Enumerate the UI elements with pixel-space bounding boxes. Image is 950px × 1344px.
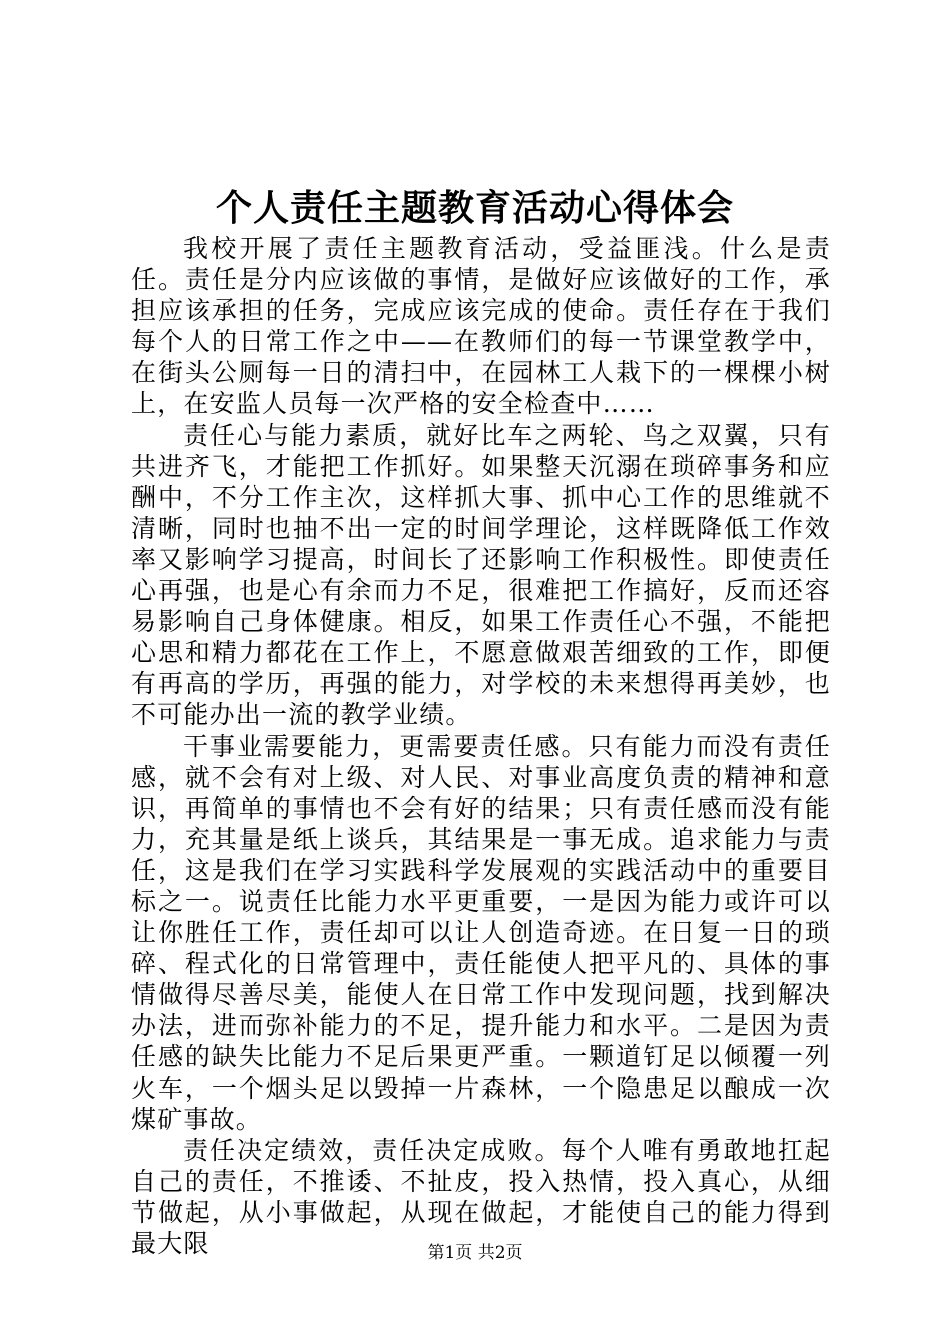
body-paragraph: 干事业需要能力，更需要责任感。只有能力而没有责任感，就不会有对上级、对人民、对事业高度负责的精神和意识，再简单的事情也不会有好的结果；只有责任感而没有能力，充其量是纸上谈兵，其结果是一事无成。追求能力与责任，这是我们在学习实践科学发展观的实践活动中的重要目标之一。说责任比能力水平更重要，一是因为能力或许可以让你胜任工作，责任却可以让人创造奇迹。在日复一日的琐碎、程式化的日常管理中，责任能使人把平凡的、具体的事情做得尽善尽美，能使人在日常工作中发现问题，找到解决办法，进而弥补能力的不足，提升能力和水平。二是因为责任感的缺失比能力不足后果更严重。一颗道钉足以倾覆一列火车，一个烟头足以毁掉一片森林，一个隐患足以酿成一次煤矿事故。 [131,731,831,1134]
document-body [131,233,831,1259]
document-title: 个人责任主题教育活动心得体会 [215,187,734,229]
body-paragraph: 责任心与能力素质，就好比车之两轮、鸟之双翼，只有共进齐飞，才能把工作抓好。如果整天沉溺在琐碎事务和应酬中，不分工作主次，这样抓大事、抓中心工作的思维就不清晰，同时也抽不出一定的时间学理论，这样既降低工作效率又影响学习提高，时间长了还影响工作积极性。即使责任心再强，也是心有余而力不足，很难把工作搞好，反而还容易影响自己身体健康。相反，如果工作责任心不强，不能把心思和精力都花在工作上，不愿意做艰苦细致的工作，即便有再高的学历，再强的能力，对学校的未来想得再美妙，也不可能办出一流的教学业绩。 [131,420,831,730]
body-paragraph: 责任决定绩效，责任决定成败。每个人唯有勇敢地扛起自己的责任，不推诿、不扯皮，投入热情，投入真心，从细节做起，从小事做起，从现在做起，才能使自己的能力得到最大限 [131,1135,831,1258]
page-number-footer: 第1页 共2页 [427,1243,523,1263]
body-paragraph: 我校开展了责任主题教育活动，受益匪浅。什么是责任。责任是分内应该做的事情，是做好应该做好的工作，承担应该承担的任务，完成应该完成的使命。责任存在于我们每个人的日常工作之中——在教师们的每一节课堂教学中，在街头公厕每一日的清扫中，在园林工人栽下的一棵棵小树上，在安监人员每一次严格的安全检查中…… [131,234,831,419]
